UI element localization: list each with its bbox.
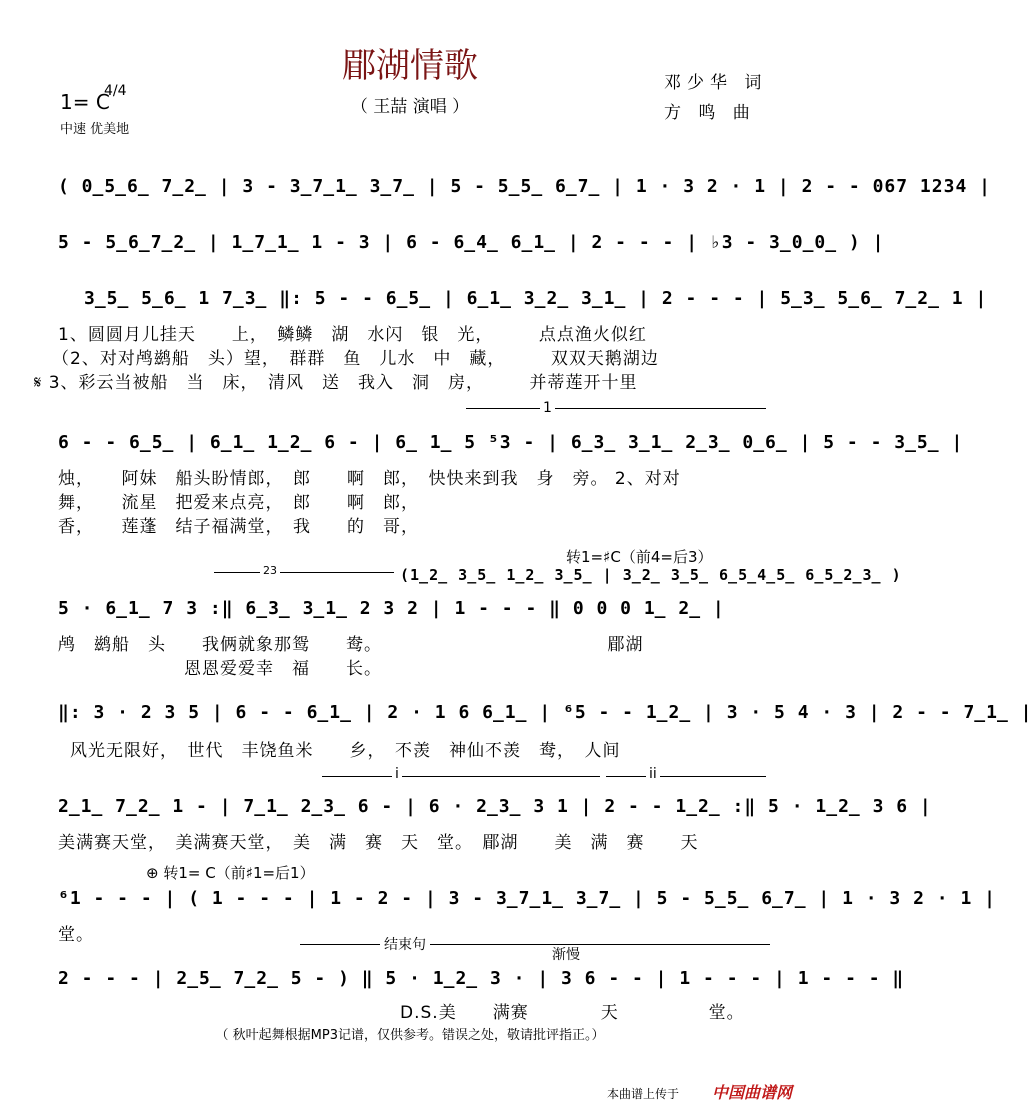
interlude-notes-1: (1̲2̲ 3̲5̲ 1̲2̲ 3̲5̲ | 3̲2̲ 3̲5̲ 6̲5̲4̲5̲ 6̲5̲2̲3̲ ): [400, 566, 902, 584]
notation-row-3: 3̲5̲ 5̲6̲ 1 7̲3̲ ‖: 5 - - 6̲5̲ | 6̲1̲ 3̲2̲ 3̲1̲ | 2 - - - | 5̲3̲ 5̲6̲ 7̲2̲ 1 |: [84, 288, 988, 309]
lyric-row-6: 风光无限好， 世代 丰饶鱼米 乡， 不羡 神仙不羡 鸯， 人间: [70, 741, 621, 761]
volta-label-23: 23: [260, 564, 280, 577]
volta-label-ii: ii: [646, 766, 660, 782]
key-signature: 1= C: [60, 90, 110, 114]
lyric-row-3-verse-3: 𝄋 3、彩云当被船 当 床， 清风 送 我入 洞 房， 并蒂莲开十里: [34, 373, 638, 393]
notation-row-6: ‖: 3 · 2 3 5 | 6 - - 6̲1̲ | 2 · 1 6 6̲1̲ | ⁶5 - - 1̲2̲ | 3 · 5 4 · 3 | 2 - - 7̲1̲ |: [58, 702, 1032, 723]
site-logo[interactable]: 中国曲谱网: [712, 1083, 793, 1102]
volta-label-i: i: [392, 766, 402, 782]
lyric-row-4-verse-2: 舞， 流星 把爱来点亮， 郎 啊 郎，: [58, 493, 419, 513]
time-signature: 4/4: [104, 83, 127, 99]
notation-row-7: 2̲1̲ 7̲2̲ 1 - | 7̲1̲ 2̲3̲ 6 - | 6 · 2̲3̲ 3 1 | 2 - - 1̲2̲ :‖ 5 · 1̲2̲ 3 6 |: [58, 796, 932, 817]
notation-row-9: 2 - - - | 2̲5̲ 7̲2̲ 5 - ) ‖ 5 · 1̲2̲ 3 · | 3 6 - - | 1 - - - | 1 - - - ‖: [58, 968, 905, 989]
ritardando-label: 渐慢: [552, 947, 580, 963]
lyricist-credit: 邓少华 词: [664, 73, 768, 93]
notation-row-8: ⁶1 - - - | ( 1 - - - | 1 - 2 - | 3 - 3̲7̲1̲ 3̲7̲ | 5 - 5̲5̲ 6̲7̲ | 1 · 3 2 · 1 |: [58, 888, 996, 909]
volta-bracket-1: [466, 408, 766, 409]
lyric-row-3-verse-1: 1、圆圆月儿挂天 上， 鳞鳞 湖 水闪 银 光， 点点渔火似红: [58, 325, 647, 345]
lyric-row-4-verse-3: 香， 莲蓬 结子福满堂， 我 的 哥，: [58, 517, 419, 537]
lyric-row-3-verse-2: （2、对对鸬鹚船 头）望， 群群 鱼 儿水 中 藏， 双双天鹅湖边: [52, 349, 659, 369]
performer-subtitle: （ 王喆 演唱 ）: [350, 97, 470, 117]
lyric-row-9: D.S.美 满赛 天 堂。: [58, 1003, 745, 1023]
lyric-row-8: 堂。: [58, 925, 94, 945]
volta-label-1: 1: [540, 400, 555, 416]
upload-label: 本曲谱上传于: [607, 1087, 680, 1101]
ending-bracket: [300, 944, 770, 945]
notation-row-5: 5 · 6̲1̲ 7 3 :‖ 6̲3̲ 3̲1̲ 2 3 2 | 1 - - - ‖ 0 0 0 1̲ 2̲ |: [58, 598, 725, 619]
lyric-row-5-verse-2: 恩恩爱爱幸 福 长。: [58, 659, 382, 679]
ending-label: 结束句: [380, 934, 430, 954]
notation-row-4: 6 - - 6̲5̲ | 6̲1̲ 1̲2̲ 6 - | 6̲ 1̲ 5 ⁵3 - | 6̲3̲ 3̲1̲ 2̲3̲ 0̲6̲ | 5 - - 3̲5̲ |: [58, 432, 964, 453]
volta-bracket-ii: [606, 776, 766, 777]
modulation-marking-2: ⊕ 转1= C（前♯1=后1）: [146, 864, 315, 882]
notation-row-1: ( 0̲5̲6̲ 7̲2̲ | 3 - 3̲7̲1̲ 3̲7̲ | 5 - 5̲5̲ 6̲7̲ | 1 · 3 2 · 1 | 2 - - 067 1234 |: [58, 176, 991, 197]
lyric-row-7: 美满赛天堂， 美满赛天堂， 美 满 赛 天 堂。 郿湖 美 满 赛 天: [58, 833, 699, 853]
lyric-row-5-verse-1: 鸬 鹚船 头 我俩就象那鸳 鸯。 郿湖: [58, 635, 644, 655]
volta-bracket-23: [214, 572, 394, 573]
transcription-note: （ 秋叶起舞根据MP3记谱，仅供参考。错误之处，敬请批评指正。）: [215, 1028, 605, 1043]
composer-credit: 方 鸣 曲: [664, 103, 756, 123]
notation-row-2: 5 - 5̲6̲7̲2̲ | 1̲7̲1̲ 1 - 3 | 6 - 6̲4̲ 6̲1̲ | 2 - - - | ♭3 - 3̲0̲0̲ ) |: [58, 232, 885, 253]
modulation-marking-1: 转1=♯C（前4=后3）: [566, 548, 713, 566]
volta-bracket-i: [322, 776, 600, 777]
lyric-row-4-verse-1: 烛， 阿妹 船头盼情郎， 郎 啊 郎， 快快来到我 身 旁。 2、对对: [58, 469, 681, 489]
tempo-marking: 中速 优美地: [60, 122, 130, 137]
song-title: 郿湖情歌: [342, 46, 478, 86]
